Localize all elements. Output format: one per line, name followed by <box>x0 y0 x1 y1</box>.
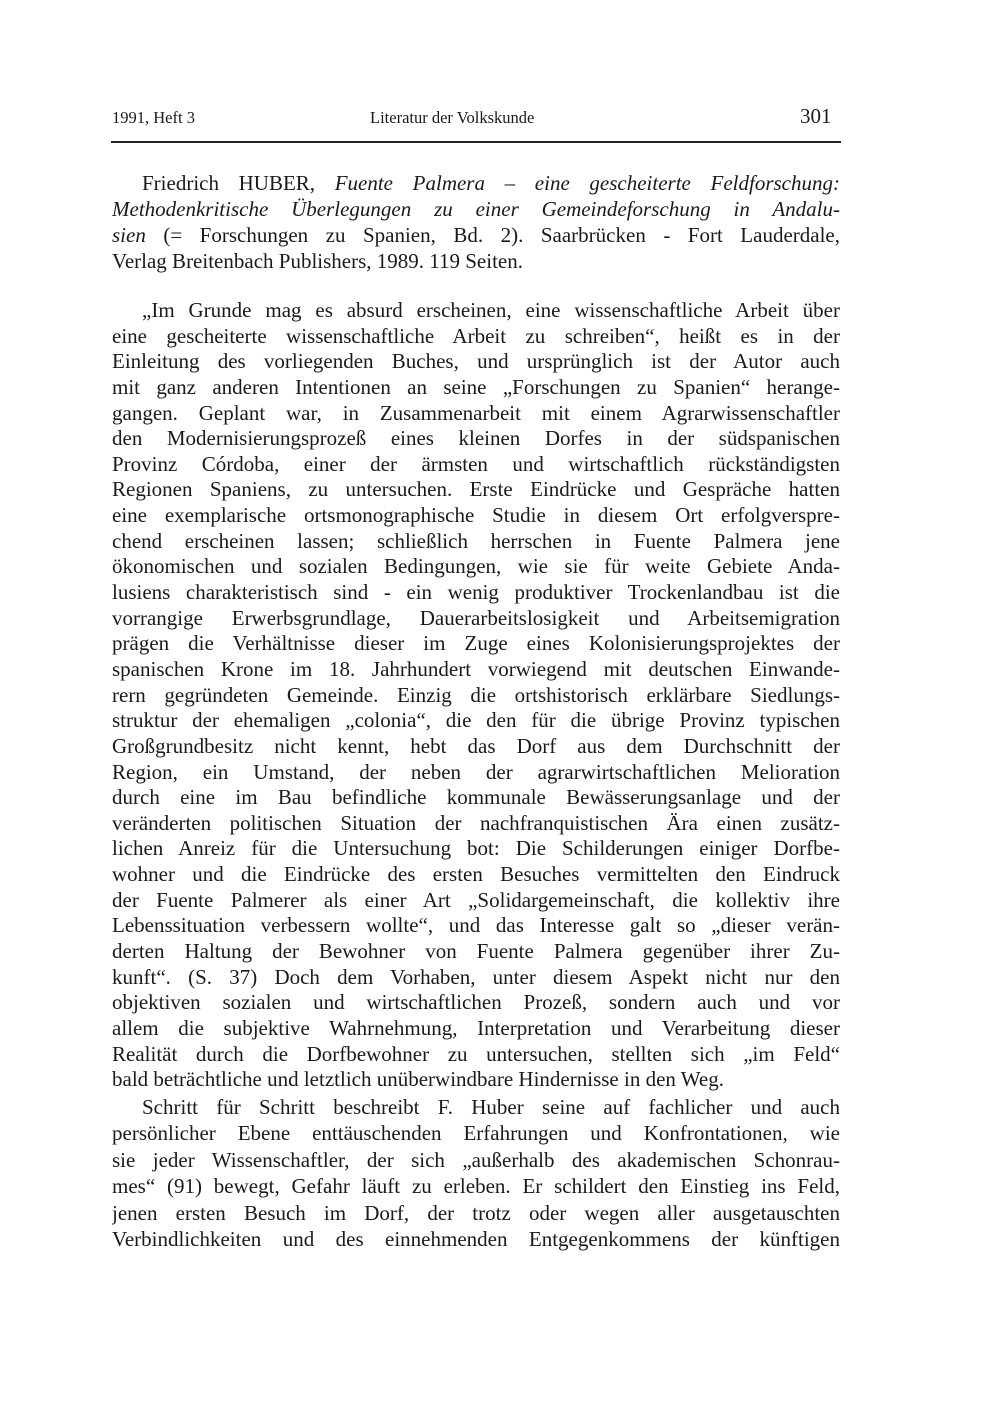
text-line: ökonomischen und sozialen Bedingungen, wie sie für weite Gebiete Anda- <box>112 554 840 579</box>
text-line: struktur der ehemaligen „colonia“, die den für die übrige Provinz typischen <box>112 708 840 733</box>
bibliographic-entry <box>112 170 840 274</box>
text-line: vorrangige Erwerbsgrundlage, Dauerarbeitslosigkeit und Arbeitsemigration <box>112 605 840 630</box>
text-line: eine exemplarische ortsmonographische Studie in diesem Ort erfolgverspre- <box>112 503 840 528</box>
text-line: mit ganz anderen Intentionen an seine „Forschungen zu Spanien“ herange- <box>112 374 840 399</box>
text-line: den Modernisierungsprozeß eines kleinen Dorfes in der südspanischen <box>112 426 840 451</box>
text-line: kunft“. (S. 37) Doch dem Vorhaben, unter diesem Aspekt nicht nur den <box>112 964 840 989</box>
text-line: objektiven sozialen und wirtschaftlichen Prozeß, sondern auch und vor <box>112 990 840 1015</box>
page-number: 301 <box>800 104 832 128</box>
text-line: chend erscheinen lassen; schließlich herrschen in Fuente Palmera jene <box>112 528 840 553</box>
text-line: prägen die Verhältnisse dieser im Zuge eines Kolonisierungsprojektes der <box>112 631 840 656</box>
text-line: spanischen Krone im 18. Jahrhundert vorwiegend mit deutschen Einwande- <box>112 656 840 681</box>
bib-line: Methodenkritische Überlegungen zu einer Gemeindeforschung in Andalu- <box>112 197 840 221</box>
text-line: wohner und die Eindrücke des ersten Besuches vermittelten den Eindruck <box>112 862 840 887</box>
series-info: (= Forschungen zu Spanien, Bd. 2). Saarbrücken - Fort Lauderdale, <box>145 223 840 247</box>
paragraph-1 <box>112 298 840 1093</box>
header-rule <box>111 141 841 143</box>
book-title: Fuente Palmera – eine gescheiterte Feldforschung: <box>334 171 840 195</box>
bib-line <box>112 170 840 196</box>
book-title-end: sien <box>112 223 146 247</box>
text-line: Einleitung des vorliegenden Buches, und ursprünglich ist der Autor auch <box>112 349 840 374</box>
text-line: jenen ersten Besuch im Dorf, der trotz oder wegen aller ausgetauschten <box>112 1200 840 1225</box>
text-line: mes“ (91) bewegt, Gefahr läuft zu erleben. Er schildert den Einstieg ins Feld, <box>112 1174 840 1199</box>
text-line: persönlicher Ebene enttäuschenden Erfahrungen und Konfrontationen, wie <box>112 1121 840 1146</box>
text-line: Regionen Spaniens, zu untersuchen. Erste Eindrücke und Gespräche hatten <box>112 477 840 502</box>
text-line: Region, ein Umstand, der neben der agrarwirtschaftlichen Melioration <box>112 759 840 784</box>
text-line: gangen. Geplant war, in Zusammenarbeit mit einem Agrarwissenschaftler <box>112 400 840 425</box>
bib-line <box>112 222 840 248</box>
running-header-section: Literatur der Volkskunde <box>370 108 535 127</box>
text-line: lusiens charakteristisch sind - ein wenig produktiver Trockenlandbau ist die <box>112 580 840 605</box>
text-line: Verbindlichkeiten und des einnehmenden Entgegenkommens der künftigen <box>112 1226 840 1251</box>
text-line: lichen Anreiz für die Untersuchung bot: Die Schilderungen einiger Dorfbe- <box>112 836 840 861</box>
text-line: allem die subjektive Wahrnehmung, Interpretation und Verarbeitung dieser <box>112 1015 840 1040</box>
text-line: sie jeder Wissenschaftler, der sich „außerhalb des akademischen Schonrau- <box>112 1147 840 1172</box>
text-line: derten Haltung der Bewohner von Fuente Palmera gegenüber ihrer Zu- <box>112 939 840 964</box>
text-line: Realität durch die Dorfbewohner zu untersuchen, stellten sich „im Feld“ <box>112 1041 840 1066</box>
running-header-issue: 1991, Heft 3 <box>112 108 195 127</box>
text-line: Provinz Córdoba, einer der ärmsten und wirtschaftlich rückständigsten <box>112 451 840 476</box>
text-line: „Im Grunde mag es absurd erscheinen, eine wissenschaftliche Arbeit über <box>142 298 840 322</box>
paragraph-2 <box>112 1094 840 1252</box>
text-line: durch eine im Bau befindliche kommunale Bewässerungsanlage und der <box>112 785 840 810</box>
publisher-info: Verlag Breitenbach Publishers, 1989. 119 Seiten. <box>112 249 523 273</box>
text-line: Lebenssituation verbessern wollte“, und das Interesse galt so „dieser verän- <box>112 913 840 938</box>
text-line: der Fuente Palmerer als einer Art „Solidargemeinschaft, die kollektiv ihre <box>112 887 840 912</box>
text-line: Großgrundbesitz nicht kennt, hebt das Dorf aus dem Durchschnitt der <box>112 733 840 758</box>
text-line: eine gescheiterte wissenschaftliche Arbeit zu schreiben“, heißt es in der <box>112 323 840 348</box>
text-line: veränderten politischen Situation der nachfranquistischen Ära einen zusätz- <box>112 810 840 835</box>
text-line: rern gegründeten Gemeinde. Einzig die ortshistorisch erklärbare Siedlungs- <box>112 682 840 707</box>
author: Friedrich HUBER, <box>142 171 335 195</box>
text-line: bald beträchtliche und letztlich unüberwindbare Hindernisse in den Weg. <box>112 1067 724 1092</box>
text-line: Schritt für Schritt beschreibt F. Huber seine auf fachlicher und auch <box>142 1095 840 1119</box>
